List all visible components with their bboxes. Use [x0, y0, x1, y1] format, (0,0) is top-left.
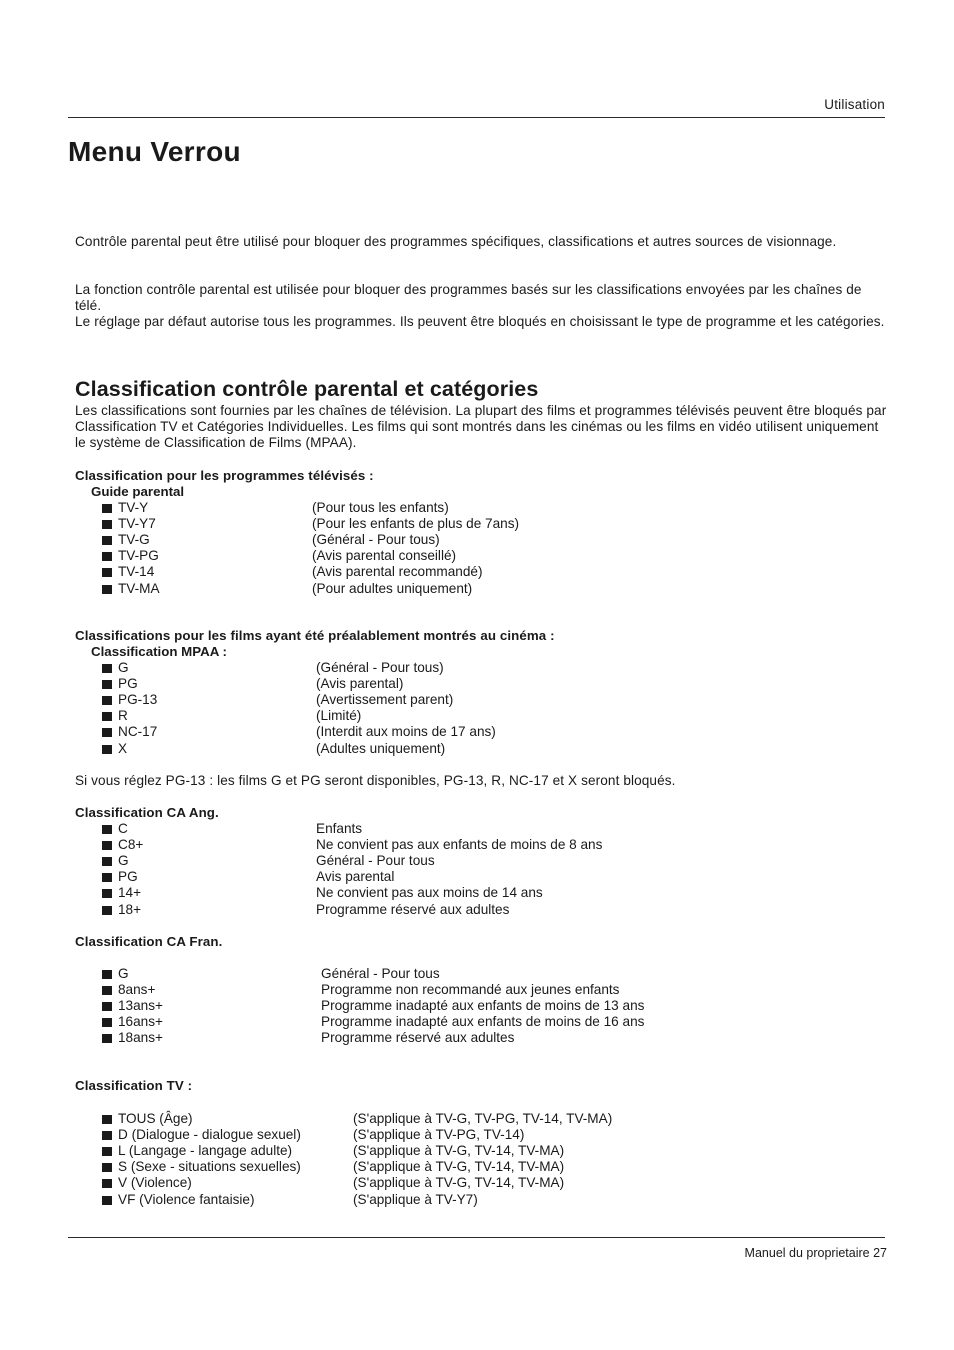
rating-code: TV-Y7 — [118, 516, 156, 532]
rating-description: (S'applique à TV-G, TV-14, TV-MA) — [353, 1159, 565, 1175]
square-bullet-icon — [102, 745, 112, 754]
tv-guide-subheading: Guide parental — [91, 484, 185, 499]
intro-paragraph-1: Contrôle parental peut être utilisé pour bloquer des programmes spécifiques, classifications et autres sources de visionnage. — [75, 234, 837, 249]
mpaa-heading: Classifications pour les films ayant été préalablement montrés au cinéma : — [75, 628, 555, 643]
rating-description: Programme réservé aux adultes — [316, 901, 510, 917]
rating-code: TOUS (Âge) — [118, 1111, 193, 1126]
section-title: Classification contrôle parental et catégories — [75, 377, 539, 401]
square-bullet-icon — [102, 696, 112, 705]
rating-description: (Avis parental) — [316, 676, 404, 692]
square-bullet-icon — [102, 873, 112, 882]
rating-description: (Avis parental recommandé) — [312, 564, 483, 580]
footer-divider — [68, 1237, 885, 1238]
square-bullet-icon — [102, 825, 112, 834]
rating-code: G — [118, 966, 129, 981]
page-title: Menu Verrou — [68, 136, 241, 167]
rating-description: (Général - Pour tous) — [316, 660, 444, 675]
rating-code: D (Dialogue - dialogue sexuel) — [118, 1127, 301, 1143]
rating-description: Enfants — [316, 821, 363, 836]
rating-description: (Pour adultes uniquement) — [312, 580, 473, 596]
rating-description: (Avertissement parent) — [316, 692, 454, 708]
rating-description: Programme non recommandé aux jeunes enfants — [321, 982, 620, 998]
square-bullet-icon — [102, 712, 112, 721]
square-bullet-icon — [102, 680, 112, 689]
square-bullet-icon — [102, 889, 112, 898]
rating-code: X — [118, 740, 128, 756]
rating-description: Programme inadapté aux enfants de moins de 16 ans — [321, 1014, 645, 1030]
header-section-label: Utilisation — [824, 97, 885, 112]
rating-description: Ne convient pas aux moins de 14 ans — [316, 885, 543, 901]
rating-description: (Interdit aux moins de 17 ans) — [316, 724, 496, 740]
rating-description: (Pour tous les enfants) — [312, 500, 449, 515]
rating-code: PG — [118, 869, 138, 885]
tv-class-heading: Classification TV : — [75, 1078, 193, 1093]
rating-description: Avis parental — [316, 869, 395, 885]
mpaa-note: Si vous réglez PG-13 : les films G et PG seront disponibles, PG-13, R, NC-17 et X seront bloqués. — [75, 773, 676, 788]
square-bullet-icon — [102, 841, 112, 850]
rating-code: 13ans+ — [118, 998, 163, 1014]
intro-paragraph-3: Le réglage par défaut autorise tous les programmes. Ils peuvent être bloqués en choisissant le type de programme et les catégories. — [75, 314, 885, 329]
rating-description: Général - Pour tous — [321, 966, 440, 981]
rating-code: TV-PG — [118, 548, 159, 564]
square-bullet-icon — [102, 1002, 112, 1011]
rating-description: (S'applique à TV-G, TV-14, TV-MA) — [353, 1175, 565, 1191]
rating-description: (Avis parental conseillé) — [312, 548, 457, 564]
rating-code: R — [118, 708, 128, 724]
square-bullet-icon — [102, 970, 112, 979]
square-bullet-icon — [102, 728, 112, 737]
square-bullet-icon — [102, 536, 112, 545]
square-bullet-icon — [102, 986, 112, 995]
rating-code: G — [118, 660, 129, 675]
rating-code: 18ans+ — [118, 1030, 163, 1046]
rating-description: (Adultes uniquement) — [316, 740, 446, 756]
rating-code: TV-G — [118, 532, 150, 548]
rating-code: C — [118, 821, 128, 836]
ca-fr-heading: Classification CA Fran. — [75, 934, 223, 949]
intro-paragraph-2: La fonction contrôle parental est utilisée pour bloquer des programmes basés sur les classifications envoyées par les chaînes de télé. — [75, 282, 862, 313]
rating-code: G — [118, 853, 129, 869]
rating-description: (S'applique à TV-PG, TV-14) — [353, 1127, 525, 1143]
rating-description: Ne convient pas aux enfants de moins de 8 ans — [316, 837, 603, 853]
square-bullet-icon — [102, 585, 112, 594]
rating-code: PG-13 — [118, 692, 158, 708]
rating-code: L (Langage - langage adulte) — [118, 1143, 293, 1159]
rating-code: TV-Y — [118, 500, 149, 515]
rating-description: Programme réservé aux adultes — [321, 1030, 515, 1046]
rating-description: (Général - Pour tous) — [312, 532, 440, 548]
square-bullet-icon — [102, 520, 112, 529]
rating-code: TV-14 — [118, 564, 155, 580]
rating-description: (Limité) — [316, 708, 362, 724]
rating-code: NC-17 — [118, 724, 158, 740]
square-bullet-icon — [102, 1163, 112, 1172]
square-bullet-icon — [102, 568, 112, 577]
square-bullet-icon — [102, 906, 112, 915]
rating-code: 14+ — [118, 885, 142, 901]
square-bullet-icon — [102, 857, 112, 866]
rating-code: V (Violence) — [118, 1175, 192, 1191]
square-bullet-icon — [102, 1147, 112, 1156]
square-bullet-icon — [102, 1115, 112, 1124]
rating-code: 16ans+ — [118, 1014, 163, 1030]
rating-code: S (Sexe - situations sexuelles) — [118, 1159, 301, 1175]
rating-description: (S'applique à TV-Y7) — [353, 1191, 478, 1207]
square-bullet-icon — [102, 504, 112, 513]
rating-description: (Pour les enfants de plus de 7ans) — [312, 516, 520, 532]
ca-eng-heading: Classification CA Ang. — [75, 805, 219, 820]
rating-code: 8ans+ — [118, 982, 156, 998]
square-bullet-icon — [102, 664, 112, 673]
rating-code: TV-MA — [118, 580, 160, 596]
header-divider — [68, 117, 885, 118]
square-bullet-icon — [102, 1018, 112, 1027]
mpaa-subheading: Classification MPAA : — [91, 644, 227, 659]
rating-description: (S'applique à TV-G, TV-14, TV-MA) — [353, 1143, 565, 1159]
square-bullet-icon — [102, 1196, 112, 1205]
square-bullet-icon — [102, 1179, 112, 1188]
section-paragraph: Les classifications sont fournies par les chaînes de télévision. La plupart des films et programmes télévisés peuvent être bloqués par Classification TV et Catégories Individuelles. Les films qui sont montrés dans les cinémas ou les films en vidéo utilisent uniquement le système de Classification de Films (MPAA). — [75, 403, 887, 450]
square-bullet-icon — [102, 552, 112, 561]
rating-description: Programme inadapté aux enfants de moins de 13 ans — [321, 998, 645, 1014]
tv-guide-heading: Classification pour les programmes télévisés : — [75, 468, 374, 483]
rating-code: VF (Violence fantaisie) — [118, 1191, 255, 1207]
square-bullet-icon — [102, 1034, 112, 1043]
square-bullet-icon — [102, 1131, 112, 1140]
footer-page-label: Manuel du proprietaire 27 — [744, 1246, 887, 1260]
rating-code: PG — [118, 676, 138, 692]
rating-code: C8+ — [118, 837, 144, 853]
rating-code: 18+ — [118, 901, 142, 917]
rating-description: (S'applique à TV-G, TV-PG, TV-14, TV-MA) — [353, 1111, 613, 1126]
rating-description: Général - Pour tous — [316, 853, 435, 869]
